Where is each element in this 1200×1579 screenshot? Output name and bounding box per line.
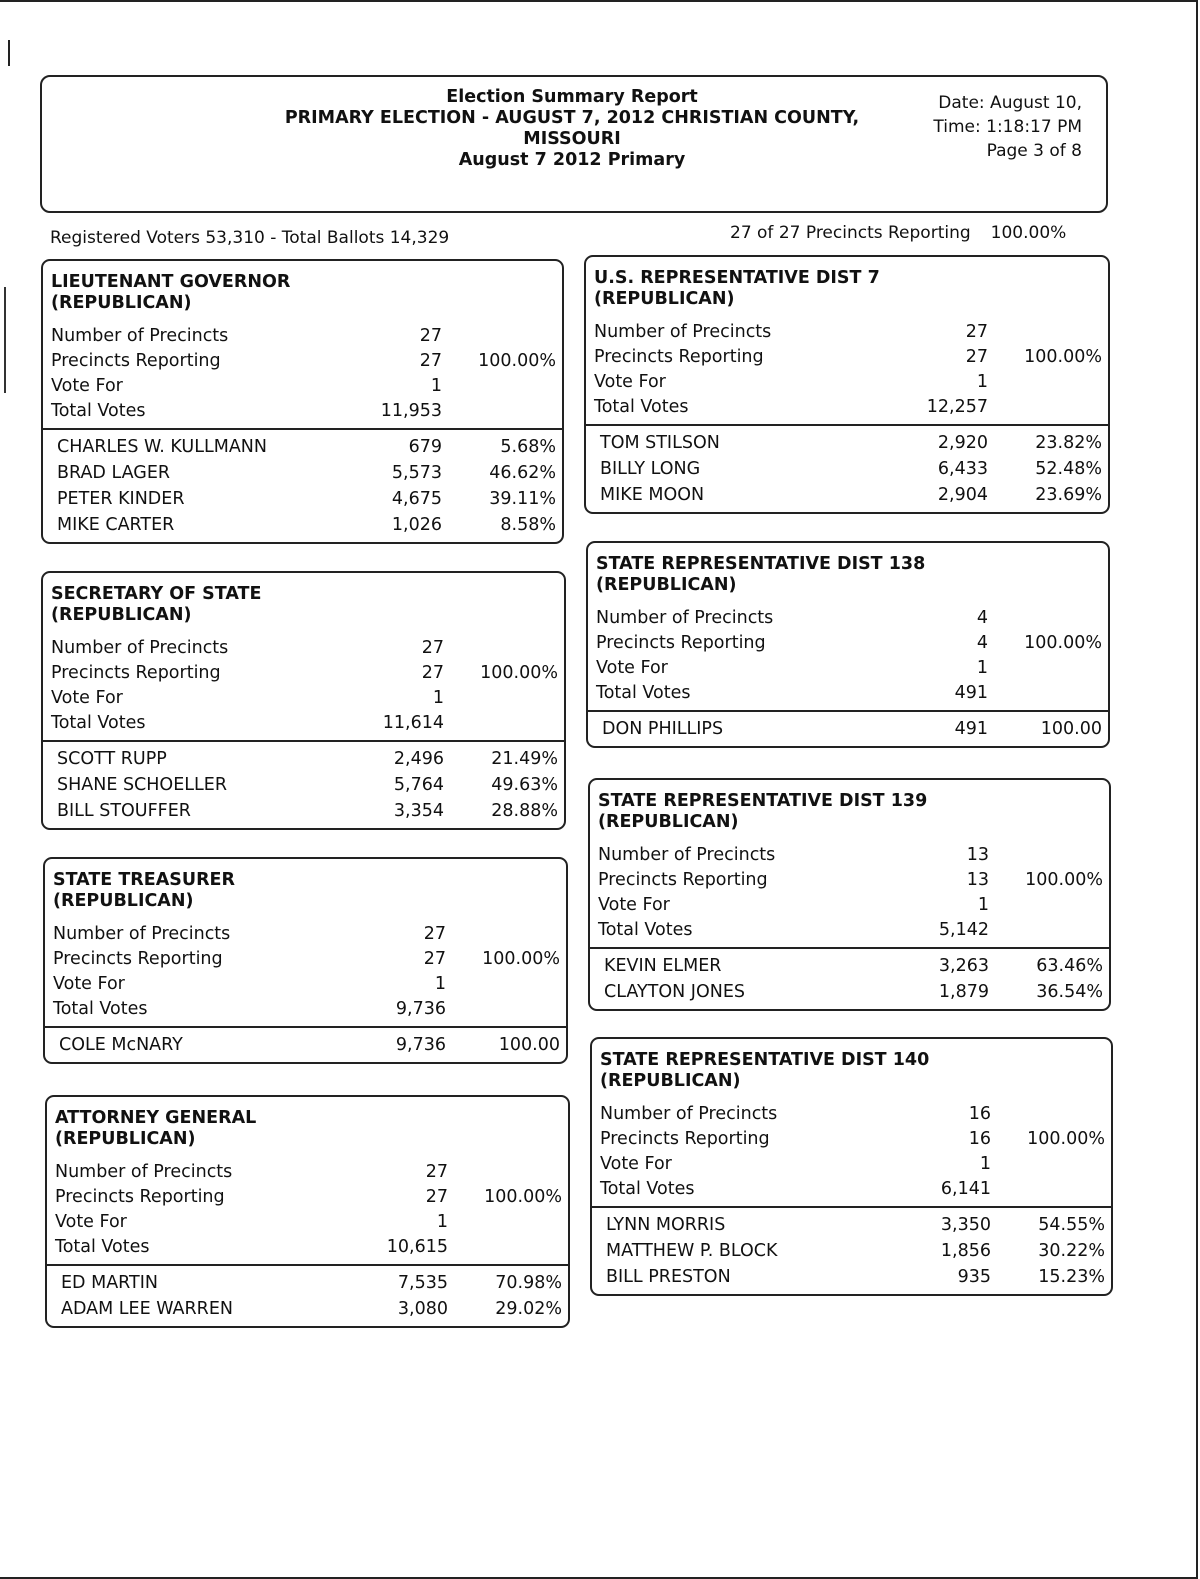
candidate-name: BILLY LONG [600, 459, 701, 479]
candidate-votes: 7,535 [397, 1273, 448, 1293]
contest-stats [43, 324, 562, 424]
candidate-pct: 36.54% [1036, 982, 1103, 1002]
candidate-votes: 5,573 [391, 463, 442, 483]
stat-value: 27 [423, 949, 446, 969]
candidate-row [43, 512, 562, 538]
contest-office: STATE REPRESENTATIVE DIST 138 [596, 554, 926, 574]
stat-value: 10,615 [386, 1237, 448, 1257]
stat-row [43, 636, 564, 661]
candidate-name: LYNN MORRIS [606, 1215, 726, 1235]
contest-title [47, 1097, 568, 1150]
candidate-name: MATTHEW P. BLOCK [606, 1241, 778, 1261]
candidate-pct: 100.00 [498, 1035, 560, 1055]
stat-label: Total Votes [596, 683, 691, 703]
contest-title [586, 257, 1108, 310]
candidate-name: SCOTT RUPP [57, 749, 167, 769]
stat-row [588, 631, 1108, 656]
stat-label: Total Votes [598, 920, 693, 940]
stat-label: Vote For [55, 1212, 127, 1232]
margin-mark [4, 287, 6, 393]
candidate-votes: 3,350 [940, 1215, 991, 1235]
candidate-name: TOM STILSON [600, 433, 720, 453]
stat-value: 1 [976, 372, 988, 392]
stat-value: 4 [976, 608, 988, 628]
candidate-votes: 2,496 [393, 749, 444, 769]
candidate-row [592, 1238, 1111, 1264]
candidate-pct: 52.48% [1035, 459, 1102, 479]
stat-row [586, 320, 1108, 345]
stat-row [43, 399, 562, 424]
candidate-pct: 28.88% [491, 801, 558, 821]
precincts-reporting-text: 27 of 27 Precincts Reporting [730, 223, 971, 243]
stat-row [43, 686, 564, 711]
stat-label: Total Votes [55, 1237, 150, 1257]
candidate-votes: 679 [408, 437, 442, 457]
candidate-pct: 39.11% [489, 489, 556, 509]
candidate-list [592, 1208, 1111, 1294]
contest-box [45, 1095, 570, 1328]
precincts-reporting-pct: 100.00% [990, 223, 1067, 243]
stat-label: Precincts Reporting [596, 633, 766, 653]
stat-value: 27 [421, 638, 444, 658]
contest-office: ATTORNEY GENERAL [55, 1108, 257, 1128]
stat-row [45, 947, 566, 972]
candidate-row [43, 460, 562, 486]
candidate-name: DON PHILLIPS [602, 719, 724, 739]
candidate-votes: 3,263 [938, 956, 989, 976]
stat-value: 16 [968, 1129, 991, 1149]
candidate-name: CLAYTON JONES [604, 982, 745, 1002]
contest-office: U.S. REPRESENTATIVE DIST 7 [594, 268, 880, 288]
stat-row [45, 922, 566, 947]
stat-row [45, 997, 566, 1022]
candidate-name: PETER KINDER [57, 489, 185, 509]
contest-stats [47, 1160, 568, 1260]
stat-label: Precincts Reporting [53, 949, 223, 969]
candidate-pct: 49.63% [491, 775, 558, 795]
stat-label: Vote For [596, 658, 668, 678]
report-page: Page 3 of 8 [986, 141, 1082, 161]
contest-office: LIEUTENANT GOVERNOR [51, 272, 291, 292]
stat-label: Number of Precincts [598, 845, 776, 865]
report-title [252, 87, 892, 171]
candidate-pct: 46.62% [489, 463, 556, 483]
report-title-line: August 7 2012 Primary [458, 150, 686, 170]
stat-label: Number of Precincts [55, 1162, 233, 1182]
candidate-votes: 9,736 [395, 1035, 446, 1055]
stat-value: 27 [425, 1187, 448, 1207]
stat-value: 27 [965, 347, 988, 367]
candidate-pct: 30.22% [1038, 1241, 1105, 1261]
candidate-votes: 1,879 [938, 982, 989, 1002]
contest-office: STATE REPRESENTATIVE DIST 139 [598, 791, 928, 811]
contest-box [41, 571, 566, 830]
candidate-row [590, 953, 1109, 979]
report-title-line: MISSOURI [523, 129, 621, 149]
candidate-list [43, 742, 564, 828]
stat-label: Total Votes [51, 713, 146, 733]
stat-label: Vote For [600, 1154, 672, 1174]
stat-label: Number of Precincts [51, 326, 229, 346]
precincts-summary [730, 223, 1066, 243]
contest-party: (REPUBLICAN) [51, 293, 192, 313]
contest-party: (REPUBLICAN) [55, 1129, 196, 1149]
candidate-name: ADAM LEE WARREN [61, 1299, 233, 1319]
report-time: Time: 1:18:17 PM [933, 117, 1082, 137]
stat-row [590, 843, 1109, 868]
stat-pct: 100.00% [480, 663, 558, 683]
stat-row [592, 1127, 1111, 1152]
candidate-pct: 15.23% [1038, 1267, 1105, 1287]
contest-stats [45, 922, 566, 1022]
stat-label: Total Votes [53, 999, 148, 1019]
stat-label: Number of Precincts [596, 608, 774, 628]
stat-pct: 100.00% [1024, 347, 1102, 367]
stat-label: Precincts Reporting [55, 1187, 225, 1207]
stat-label: Vote For [51, 688, 123, 708]
candidate-pct: 29.02% [495, 1299, 562, 1319]
report-meta [933, 91, 1082, 163]
candidate-pct: 8.58% [500, 515, 556, 535]
candidate-votes: 3,354 [393, 801, 444, 821]
stat-row [47, 1185, 568, 1210]
candidate-pct: 70.98% [495, 1273, 562, 1293]
stat-label: Total Votes [51, 401, 146, 421]
report-title-line: PRIMARY ELECTION - AUGUST 7, 2012 CHRISTIAN COUNTY, [284, 108, 860, 128]
candidate-votes: 491 [954, 719, 988, 739]
stat-value: 12,257 [926, 397, 988, 417]
stat-row [590, 918, 1109, 943]
contest-title [590, 780, 1109, 833]
contest-box [41, 259, 564, 544]
stat-value: 11,953 [380, 401, 442, 421]
stat-label: Precincts Reporting [51, 351, 221, 371]
stat-value: 27 [965, 322, 988, 342]
stat-row [45, 972, 566, 997]
candidate-row [592, 1264, 1111, 1290]
candidate-row [592, 1212, 1111, 1238]
stat-value: 27 [425, 1162, 448, 1182]
report-title-line: Election Summary Report [446, 87, 698, 107]
stat-label: Vote For [598, 895, 670, 915]
stat-value: 27 [421, 663, 444, 683]
candidate-list [47, 1266, 568, 1326]
candidate-row [586, 430, 1108, 456]
candidate-votes: 3,080 [397, 1299, 448, 1319]
candidate-pct: 63.46% [1036, 956, 1103, 976]
stat-value: 16 [968, 1104, 991, 1124]
stat-value: 4 [976, 633, 988, 653]
stat-row [47, 1235, 568, 1260]
candidate-pct: 100.00 [1040, 719, 1102, 739]
contest-title [588, 543, 1108, 596]
contest-office: SECRETARY OF STATE [51, 584, 262, 604]
stat-row [592, 1177, 1111, 1202]
candidate-pct: 5.68% [500, 437, 556, 457]
candidate-name: COLE McNARY [59, 1035, 183, 1055]
stat-value: 6,141 [940, 1179, 991, 1199]
contest-box [588, 778, 1111, 1011]
contest-party: (REPUBLICAN) [53, 891, 194, 911]
stat-value: 1 [976, 658, 988, 678]
stat-row [586, 395, 1108, 420]
contest-office: STATE REPRESENTATIVE DIST 140 [600, 1050, 930, 1070]
candidate-name: KEVIN ELMER [604, 956, 722, 976]
candidate-votes: 5,764 [393, 775, 444, 795]
report-date: Date: August 10, [938, 93, 1082, 113]
report-header [40, 75, 1108, 213]
candidate-votes: 6,433 [937, 459, 988, 479]
candidate-name: BILL STOUFFER [57, 801, 191, 821]
stat-label: Vote For [594, 372, 666, 392]
registered-voters-summary: Registered Voters 53,310 - Total Ballots 14,329 [50, 228, 450, 248]
stat-pct: 100.00% [1025, 870, 1103, 890]
stat-label: Precincts Reporting [600, 1129, 770, 1149]
stat-value: 5,142 [938, 920, 989, 940]
contest-party: (REPUBLICAN) [598, 812, 739, 832]
candidate-list [45, 1028, 566, 1062]
stat-label: Number of Precincts [594, 322, 772, 342]
stat-value: 491 [954, 683, 988, 703]
candidate-votes: 1,026 [391, 515, 442, 535]
stat-label: Precincts Reporting [594, 347, 764, 367]
candidate-row [47, 1270, 568, 1296]
candidate-list [588, 712, 1108, 746]
stat-row [47, 1210, 568, 1235]
stat-label: Number of Precincts [53, 924, 231, 944]
candidate-votes: 2,920 [937, 433, 988, 453]
candidate-row [590, 979, 1109, 1005]
stat-value: 1 [432, 688, 444, 708]
candidate-votes: 2,904 [937, 485, 988, 505]
candidate-pct: 23.82% [1035, 433, 1102, 453]
candidate-row [43, 772, 564, 798]
stat-row [43, 324, 562, 349]
candidate-row [586, 482, 1108, 508]
candidate-pct: 21.49% [491, 749, 558, 769]
contest-stats [588, 606, 1108, 706]
stat-row [47, 1160, 568, 1185]
contest-box [43, 857, 568, 1064]
contest-stats [592, 1102, 1111, 1202]
stat-value: 27 [423, 924, 446, 944]
stat-label: Vote For [51, 376, 123, 396]
stat-row [586, 370, 1108, 395]
stat-value: 11,614 [382, 713, 444, 733]
contest-party: (REPUBLICAN) [596, 575, 737, 595]
stat-pct: 100.00% [482, 949, 560, 969]
contest-stats [586, 320, 1108, 420]
stat-pct: 100.00% [484, 1187, 562, 1207]
stat-label: Precincts Reporting [598, 870, 768, 890]
stat-row [588, 656, 1108, 681]
stat-row [588, 681, 1108, 706]
contest-title [43, 261, 562, 314]
candidate-name: MIKE MOON [600, 485, 705, 505]
candidate-pct: 23.69% [1035, 485, 1102, 505]
candidate-list [43, 430, 562, 542]
stat-row [590, 868, 1109, 893]
stat-value: 1 [977, 895, 989, 915]
stat-label: Number of Precincts [51, 638, 229, 658]
candidate-row [43, 746, 564, 772]
stat-row [592, 1152, 1111, 1177]
stat-value: 13 [966, 845, 989, 865]
stat-value: 9,736 [395, 999, 446, 1019]
contest-party: (REPUBLICAN) [600, 1071, 741, 1091]
stat-value: 1 [430, 376, 442, 396]
contest-party: (REPUBLICAN) [51, 605, 192, 625]
contest-title [45, 859, 566, 912]
stat-row [43, 711, 564, 736]
candidate-row [43, 798, 564, 824]
candidate-name: SHANE SCHOELLER [57, 775, 227, 795]
candidate-row [47, 1296, 568, 1322]
contest-stats [590, 843, 1109, 943]
candidate-list [590, 949, 1109, 1009]
stat-pct: 100.00% [478, 351, 556, 371]
contest-office: STATE TREASURER [53, 870, 235, 890]
candidate-votes: 1,856 [940, 1241, 991, 1261]
margin-mark [8, 40, 10, 66]
stat-row [43, 349, 562, 374]
candidate-votes: 4,675 [391, 489, 442, 509]
stat-value: 1 [436, 1212, 448, 1232]
stat-label: Total Votes [600, 1179, 695, 1199]
candidate-name: CHARLES W. KULLMANN [57, 437, 267, 457]
stat-row [43, 374, 562, 399]
stat-value: 27 [419, 351, 442, 371]
contest-title [43, 573, 564, 626]
stat-row [586, 345, 1108, 370]
candidate-row [43, 434, 562, 460]
stat-row [590, 893, 1109, 918]
stat-label: Number of Precincts [600, 1104, 778, 1124]
contest-party: (REPUBLICAN) [594, 289, 735, 309]
contest-box [584, 255, 1110, 514]
candidate-list [586, 426, 1108, 512]
stat-label: Vote For [53, 974, 125, 994]
stat-value: 1 [434, 974, 446, 994]
candidate-name: BRAD LAGER [57, 463, 171, 483]
candidate-row [588, 716, 1108, 742]
stat-value: 13 [966, 870, 989, 890]
stat-label: Precincts Reporting [51, 663, 221, 683]
candidate-row [586, 456, 1108, 482]
stat-row [588, 606, 1108, 631]
stat-row [43, 661, 564, 686]
stat-value: 1 [979, 1154, 991, 1174]
candidate-votes: 935 [957, 1267, 991, 1287]
candidate-row [43, 486, 562, 512]
candidate-name: MIKE CARTER [57, 515, 175, 535]
stat-pct: 100.00% [1024, 633, 1102, 653]
stat-label: Total Votes [594, 397, 689, 417]
candidate-name: ED MARTIN [61, 1273, 158, 1293]
contest-box [590, 1037, 1113, 1296]
candidate-name: BILL PRESTON [606, 1267, 731, 1287]
candidate-row [45, 1032, 566, 1058]
stat-row [592, 1102, 1111, 1127]
contest-title [592, 1039, 1111, 1092]
stat-value: 27 [419, 326, 442, 346]
contest-stats [43, 636, 564, 736]
contest-box [586, 541, 1110, 748]
stat-pct: 100.00% [1027, 1129, 1105, 1149]
candidate-pct: 54.55% [1038, 1215, 1105, 1235]
